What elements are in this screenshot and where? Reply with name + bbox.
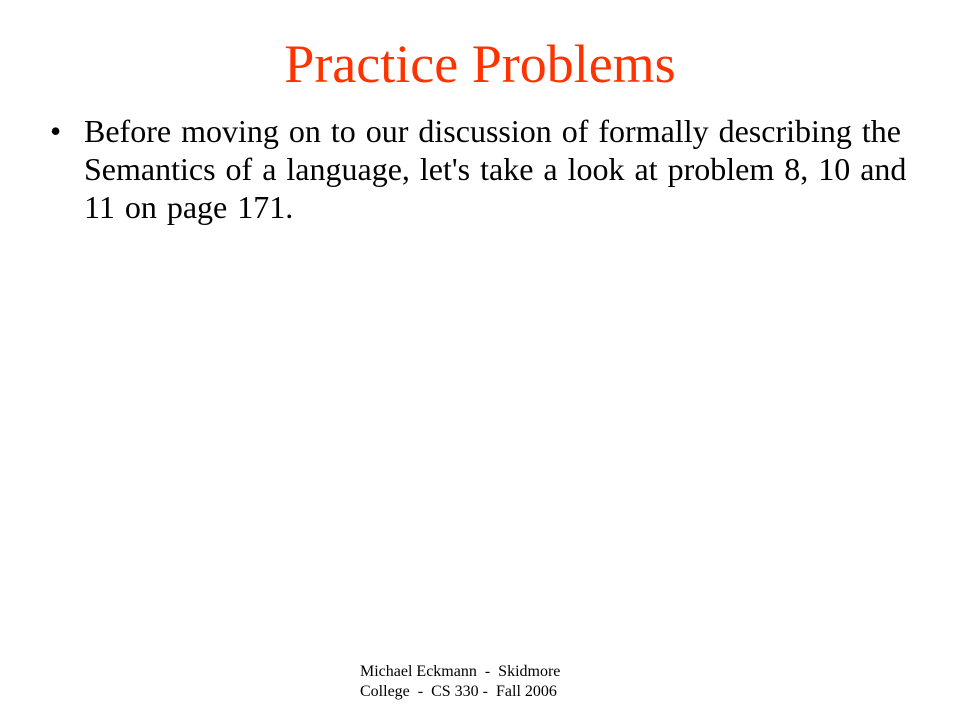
slide-title: Practice Problems <box>284 34 676 94</box>
slide-footer <box>360 662 620 702</box>
bullet-item <box>50 112 910 226</box>
footer-line-1: Michael Eckmann - Skidmore <box>360 663 561 680</box>
bullet-icon: • <box>50 113 62 149</box>
footer-line-2: College - CS 330 - Fall 2006 <box>360 683 557 700</box>
bullet-text: Before moving on to our discussion of formally describing the Semantics of a language, let's take a look at problem 8, 10 and 11 on page 171. <box>84 113 907 225</box>
bullet-list <box>50 112 910 226</box>
